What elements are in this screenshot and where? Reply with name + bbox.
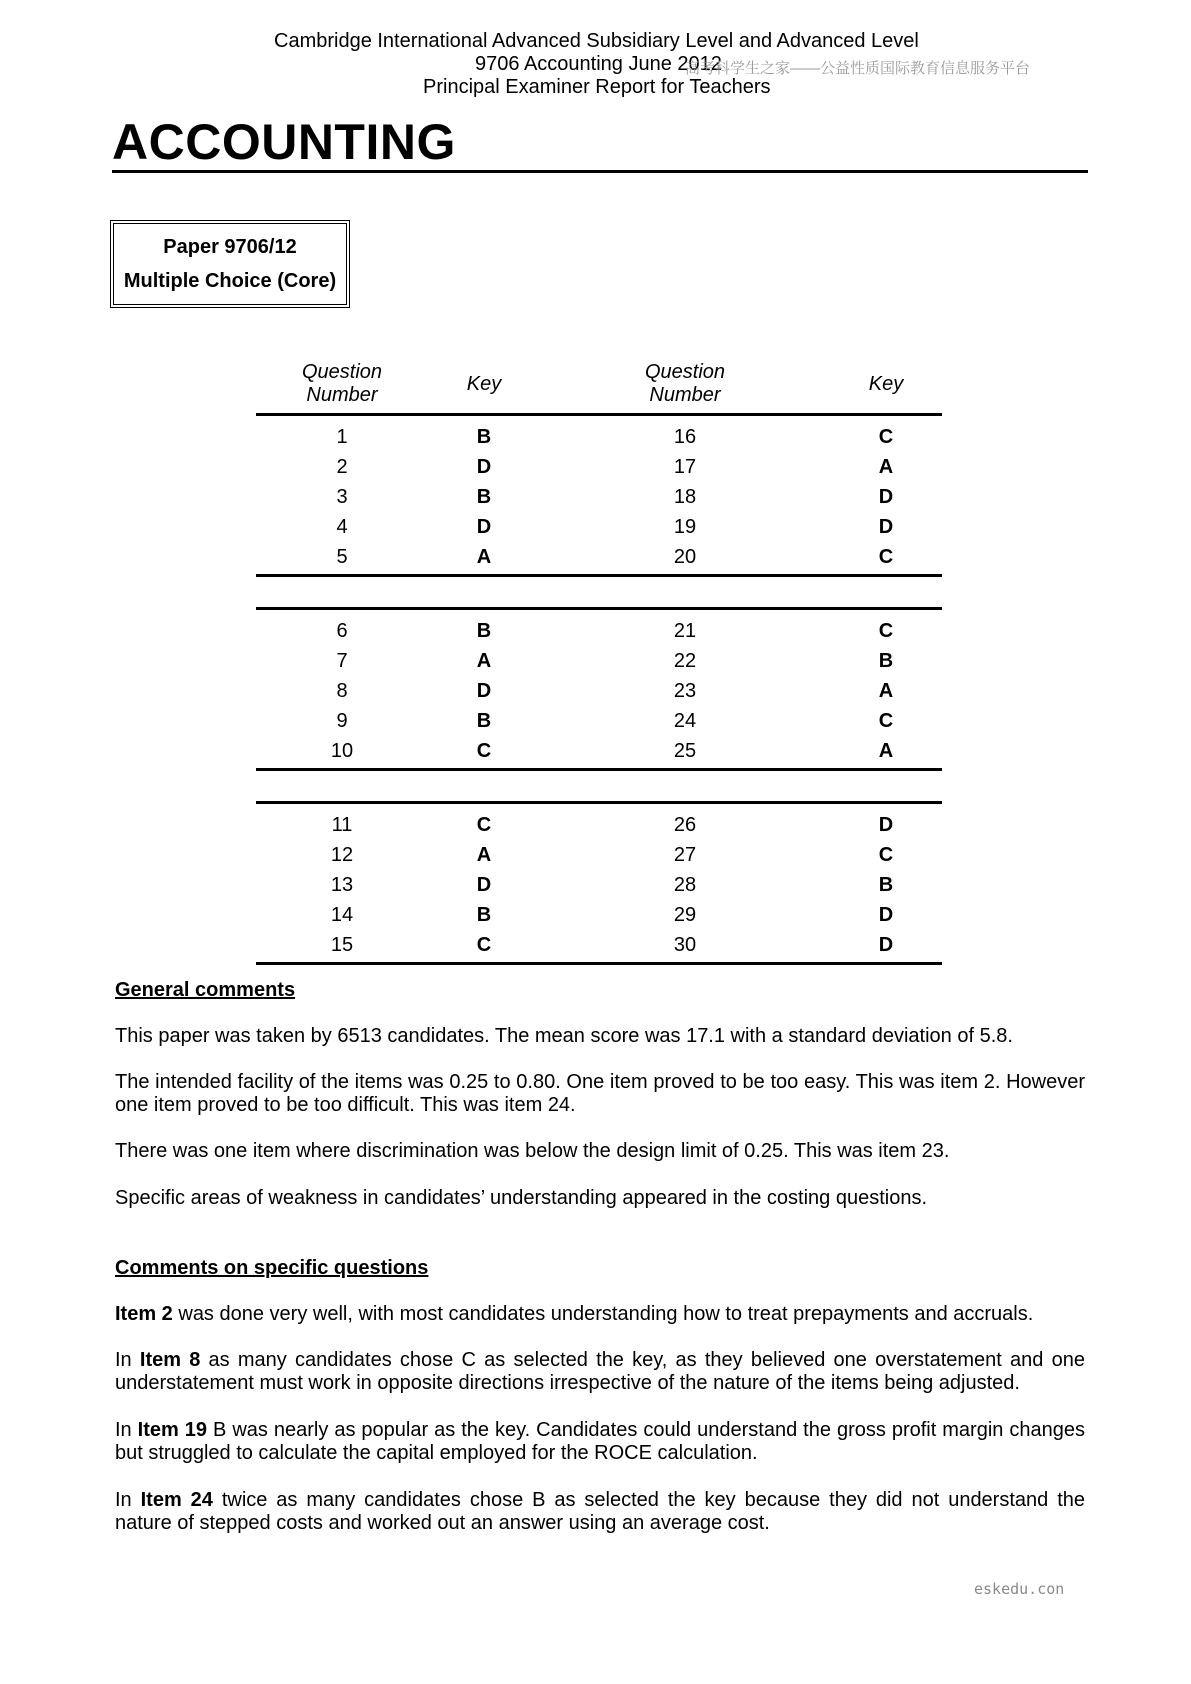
comment-text: twice as many candidates chose B as selected the key because they did not understand the nature of stepped costs and worked out an answer using an average cost. bbox=[115, 1489, 1085, 1534]
paper-type: Multiple Choice (Core) bbox=[123, 270, 337, 292]
question-number: 17 bbox=[673, 455, 697, 478]
table-row bbox=[256, 676, 942, 706]
specific-comments-heading: Comments on specific questions bbox=[115, 1257, 429, 1279]
table-row bbox=[256, 803, 942, 841]
answer-key: C bbox=[476, 813, 492, 836]
comment-text: as many candidates chose C as selected the key, as they believed one overstatement and one understatement must work in opposite directions irrespective of the nature of the items being adjusted. bbox=[115, 1349, 1085, 1394]
comment-prefix: In bbox=[115, 1419, 138, 1441]
answer-key: B bbox=[476, 709, 492, 732]
general-paragraph-3: There was one item where discrimination was below the design limit of 0.25. This was item 23. bbox=[115, 1140, 950, 1162]
answer-key: C bbox=[428, 736, 540, 770]
question-number: 21 bbox=[673, 619, 697, 642]
item-label: Item 24 bbox=[140, 1489, 213, 1511]
answer-key: C bbox=[878, 843, 894, 866]
answer-key: A bbox=[830, 736, 942, 770]
table-row bbox=[256, 415, 942, 453]
answer-key: B bbox=[476, 903, 492, 926]
answer-key: C bbox=[428, 930, 540, 964]
question-number: 10 bbox=[256, 736, 428, 770]
item-label: Item 2 bbox=[115, 1303, 173, 1325]
question-number: 15 bbox=[256, 930, 428, 964]
answer-key: D bbox=[878, 515, 894, 538]
table-row bbox=[256, 609, 942, 647]
question-number: 23 bbox=[673, 679, 697, 702]
table-row bbox=[256, 930, 942, 964]
answer-key: D bbox=[476, 455, 492, 478]
answer-key: A bbox=[878, 455, 894, 478]
question-number: 2 bbox=[336, 455, 348, 478]
question-number: 5 bbox=[256, 542, 428, 576]
answer-key: A bbox=[476, 649, 492, 672]
question-number: 29 bbox=[673, 903, 697, 926]
comment-text: was done very well, with most candidates understanding how to treat prepayments and accruals. bbox=[172, 1303, 1034, 1325]
question-number: 1 bbox=[336, 425, 348, 448]
answer-key: D bbox=[878, 903, 894, 926]
comment-item-2 bbox=[115, 1303, 1085, 1326]
general-paragraph-1: This paper was taken by 6513 candidates. The mean score was 17.1 with a standard deviation of 5.8. bbox=[115, 1025, 1013, 1047]
table-row bbox=[256, 542, 942, 576]
question-number: 3 bbox=[336, 485, 348, 508]
header-key: Key bbox=[466, 372, 502, 395]
question-number: 24 bbox=[673, 709, 697, 732]
answer-key: B bbox=[476, 485, 492, 508]
question-number: 4 bbox=[336, 515, 348, 538]
header-line-1: Cambridge International Advanced Subsidiary Level and Advanced Level bbox=[274, 30, 919, 52]
question-number: 8 bbox=[336, 679, 348, 702]
question-number: 9 bbox=[336, 709, 348, 732]
comment-item-24 bbox=[115, 1489, 1085, 1535]
question-number: 26 bbox=[673, 813, 697, 836]
group-separator bbox=[256, 770, 942, 803]
table-row bbox=[256, 840, 942, 870]
question-number: 27 bbox=[673, 843, 697, 866]
table-row bbox=[256, 452, 942, 482]
answer-key: C bbox=[878, 619, 894, 642]
question-number: 13 bbox=[330, 873, 354, 896]
general-paragraph-2: The intended facility of the items was 0.25 to 0.80. One item proved to be too easy. This was item 2. However one item proved to be too difficult. This was item 24. bbox=[115, 1071, 1085, 1116]
table-row bbox=[256, 482, 942, 512]
header-key-2: Key bbox=[868, 372, 904, 395]
item-label: Item 8 bbox=[139, 1349, 201, 1371]
comment-item-8 bbox=[115, 1349, 1085, 1395]
question-number: 28 bbox=[673, 873, 697, 896]
answer-key: A bbox=[428, 542, 540, 576]
answer-key: D bbox=[476, 515, 492, 538]
paper-box bbox=[110, 220, 350, 308]
item-label: Item 19 bbox=[137, 1419, 208, 1441]
header-question-number-2: Question Number bbox=[644, 361, 726, 406]
answer-key: D bbox=[878, 485, 894, 508]
answer-key: D bbox=[878, 813, 894, 836]
answer-key-table bbox=[256, 355, 942, 965]
page-title: ACCOUNTING bbox=[112, 114, 456, 170]
answer-key: D bbox=[830, 930, 942, 964]
table-row bbox=[256, 900, 942, 930]
question-number: 25 bbox=[540, 736, 830, 770]
footer-site-text: eskedu.con bbox=[974, 1580, 1065, 1598]
comment-prefix: In bbox=[115, 1489, 141, 1511]
table-row bbox=[256, 512, 942, 542]
comment-prefix: In bbox=[115, 1349, 140, 1371]
header-question-number: Question Number bbox=[301, 361, 383, 406]
header-line-3: Principal Examiner Report for Teachers bbox=[423, 76, 771, 98]
comment-text: B was nearly as popular as the key. Candidates could understand the gross profit margin changes but struggled to calculate the capital employed for the ROCE calculation. bbox=[115, 1419, 1085, 1464]
answer-key: A bbox=[476, 843, 492, 866]
watermark-text: 高考科学生之家——公益性质国际教育信息服务平台 bbox=[685, 60, 1031, 77]
question-number: 6 bbox=[336, 619, 348, 642]
answer-key: B bbox=[476, 619, 492, 642]
header-line-2: 9706 Accounting June 2012 bbox=[475, 53, 722, 75]
question-number: 16 bbox=[673, 425, 697, 448]
answer-key: D bbox=[476, 679, 492, 702]
title-rule bbox=[112, 170, 1088, 173]
table-row bbox=[256, 736, 942, 770]
answer-key: B bbox=[878, 649, 894, 672]
answer-key: C bbox=[830, 542, 942, 576]
question-number: 11 bbox=[331, 813, 353, 836]
table-row bbox=[256, 870, 942, 900]
comment-item-19 bbox=[115, 1419, 1085, 1465]
question-number: 18 bbox=[673, 485, 697, 508]
answer-key: A bbox=[878, 679, 894, 702]
question-number: 14 bbox=[330, 903, 354, 926]
question-number: 19 bbox=[673, 515, 697, 538]
question-number: 12 bbox=[330, 843, 354, 866]
general-paragraph-4: Specific areas of weakness in candidates’ understanding appeared in the costing questions. bbox=[115, 1187, 928, 1209]
general-comments-heading: General comments bbox=[115, 979, 296, 1001]
table-row bbox=[256, 646, 942, 676]
question-number: 7 bbox=[336, 649, 348, 672]
answer-key: C bbox=[878, 709, 894, 732]
question-number: 20 bbox=[540, 542, 830, 576]
question-number: 22 bbox=[673, 649, 697, 672]
answer-key: D bbox=[476, 873, 492, 896]
paper-code: Paper 9706/12 bbox=[163, 236, 297, 258]
answer-key: B bbox=[476, 425, 492, 448]
question-number: 30 bbox=[540, 930, 830, 964]
answer-key: B bbox=[878, 873, 894, 896]
answer-key: C bbox=[878, 425, 894, 448]
table-row bbox=[256, 706, 942, 736]
group-separator bbox=[256, 576, 942, 609]
